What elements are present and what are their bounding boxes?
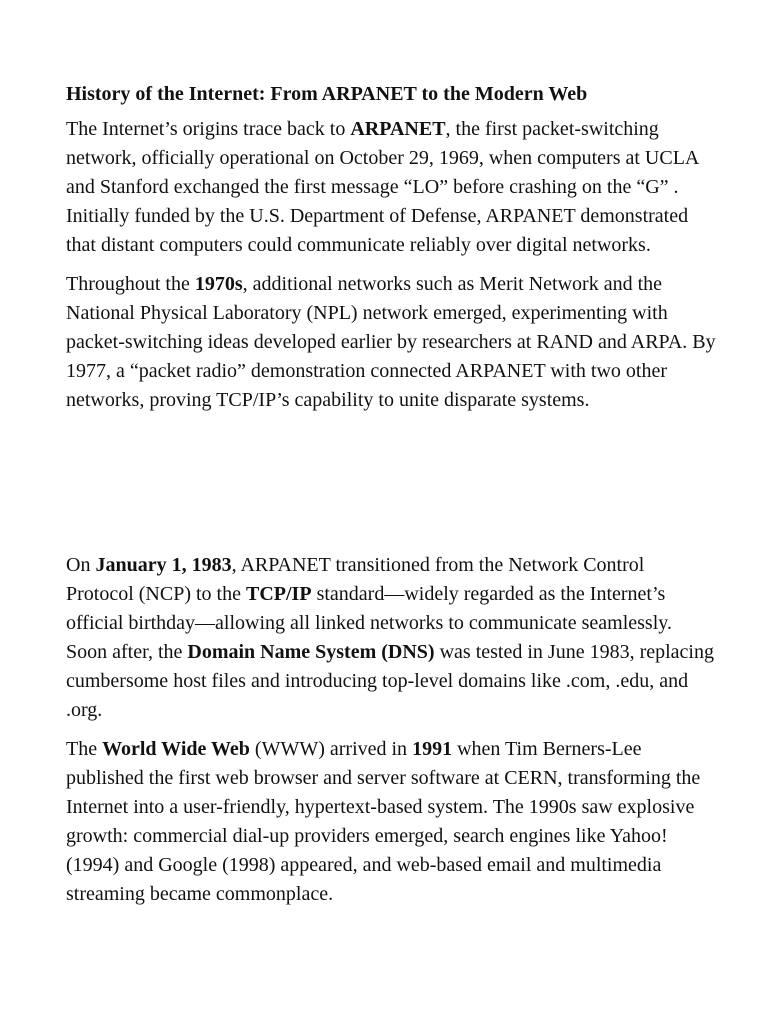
term-1970s: 1970s xyxy=(194,273,243,295)
document-page xyxy=(66,80,716,919)
term-arpanet: ARPANET xyxy=(350,118,446,140)
document-title: History of the Internet: From ARPANET to the Modern Web xyxy=(66,83,588,105)
term-world-wide-web: World Wide Web xyxy=(102,738,250,760)
paragraph-arpanet-origins xyxy=(66,115,716,260)
paragraph-text: On xyxy=(66,554,96,576)
paragraph-text: , additional networks such as Merit Network and the National Physical Laboratory (NPL) network emerged, experimenting with packet-switching ideas developed earlier by researchers at RAND and ARPA. By 1977, a “packet radio” demonstration connected ARPANET with two other networks, proving TCP/IP’s capability to unite disparate systems. xyxy=(66,273,716,411)
paragraph-text: (WWW) arrived in xyxy=(249,738,413,760)
term-tcp-ip: TCP/IP xyxy=(246,583,312,605)
term-1991: 1991 xyxy=(412,738,453,760)
term-january-1-1983: January 1, 1983 xyxy=(95,554,232,576)
term-dns: Domain Name System (DNS) xyxy=(187,641,435,663)
paragraph-world-wide-web xyxy=(66,735,716,909)
paragraph-text: standard—widely regarded as the Internet’s official birthday—allowing all linked networks to communicate seamlessly. Soon after, the xyxy=(66,583,672,663)
paragraph-text: The Internet’s origins trace back to xyxy=(66,118,351,140)
paragraph-text: when Tim Berners-Lee published the first web browser and server software at CERN, transforming the Internet into a user-friendly, hypertext-based system. The 1990s saw explosive growth: commercial dial-up providers emerged, search engines like Yahoo! (1994) and Google (1998) appeared, and web-based email and multimedia streaming became commonplace. xyxy=(66,738,701,905)
paragraph-text: Throughout the xyxy=(66,273,195,295)
paragraph-text: , the first packet-switching network, officially operational on October 29, 1969, when computers at UCLA and Stanford exchanged the first message “LO” before crashing on the “G” . Initially funded by the U.S. Department of Defense, ARPANET demonstrated that distant computers could communicate reliably over digital networks. xyxy=(66,118,699,256)
paragraph-text: , ARPANET transitioned from the Network Control Protocol (NCP) to the xyxy=(66,554,645,605)
paragraph-text: The xyxy=(66,738,103,760)
paragraph-tcp-ip-transition xyxy=(66,551,716,725)
paragraph-1970s-networks xyxy=(66,270,716,415)
blank-space xyxy=(66,425,716,551)
paragraph-text: was tested in June 1983, replacing cumbersome host files and introducing top-level domains like .com, .edu, and .org. xyxy=(66,641,714,721)
